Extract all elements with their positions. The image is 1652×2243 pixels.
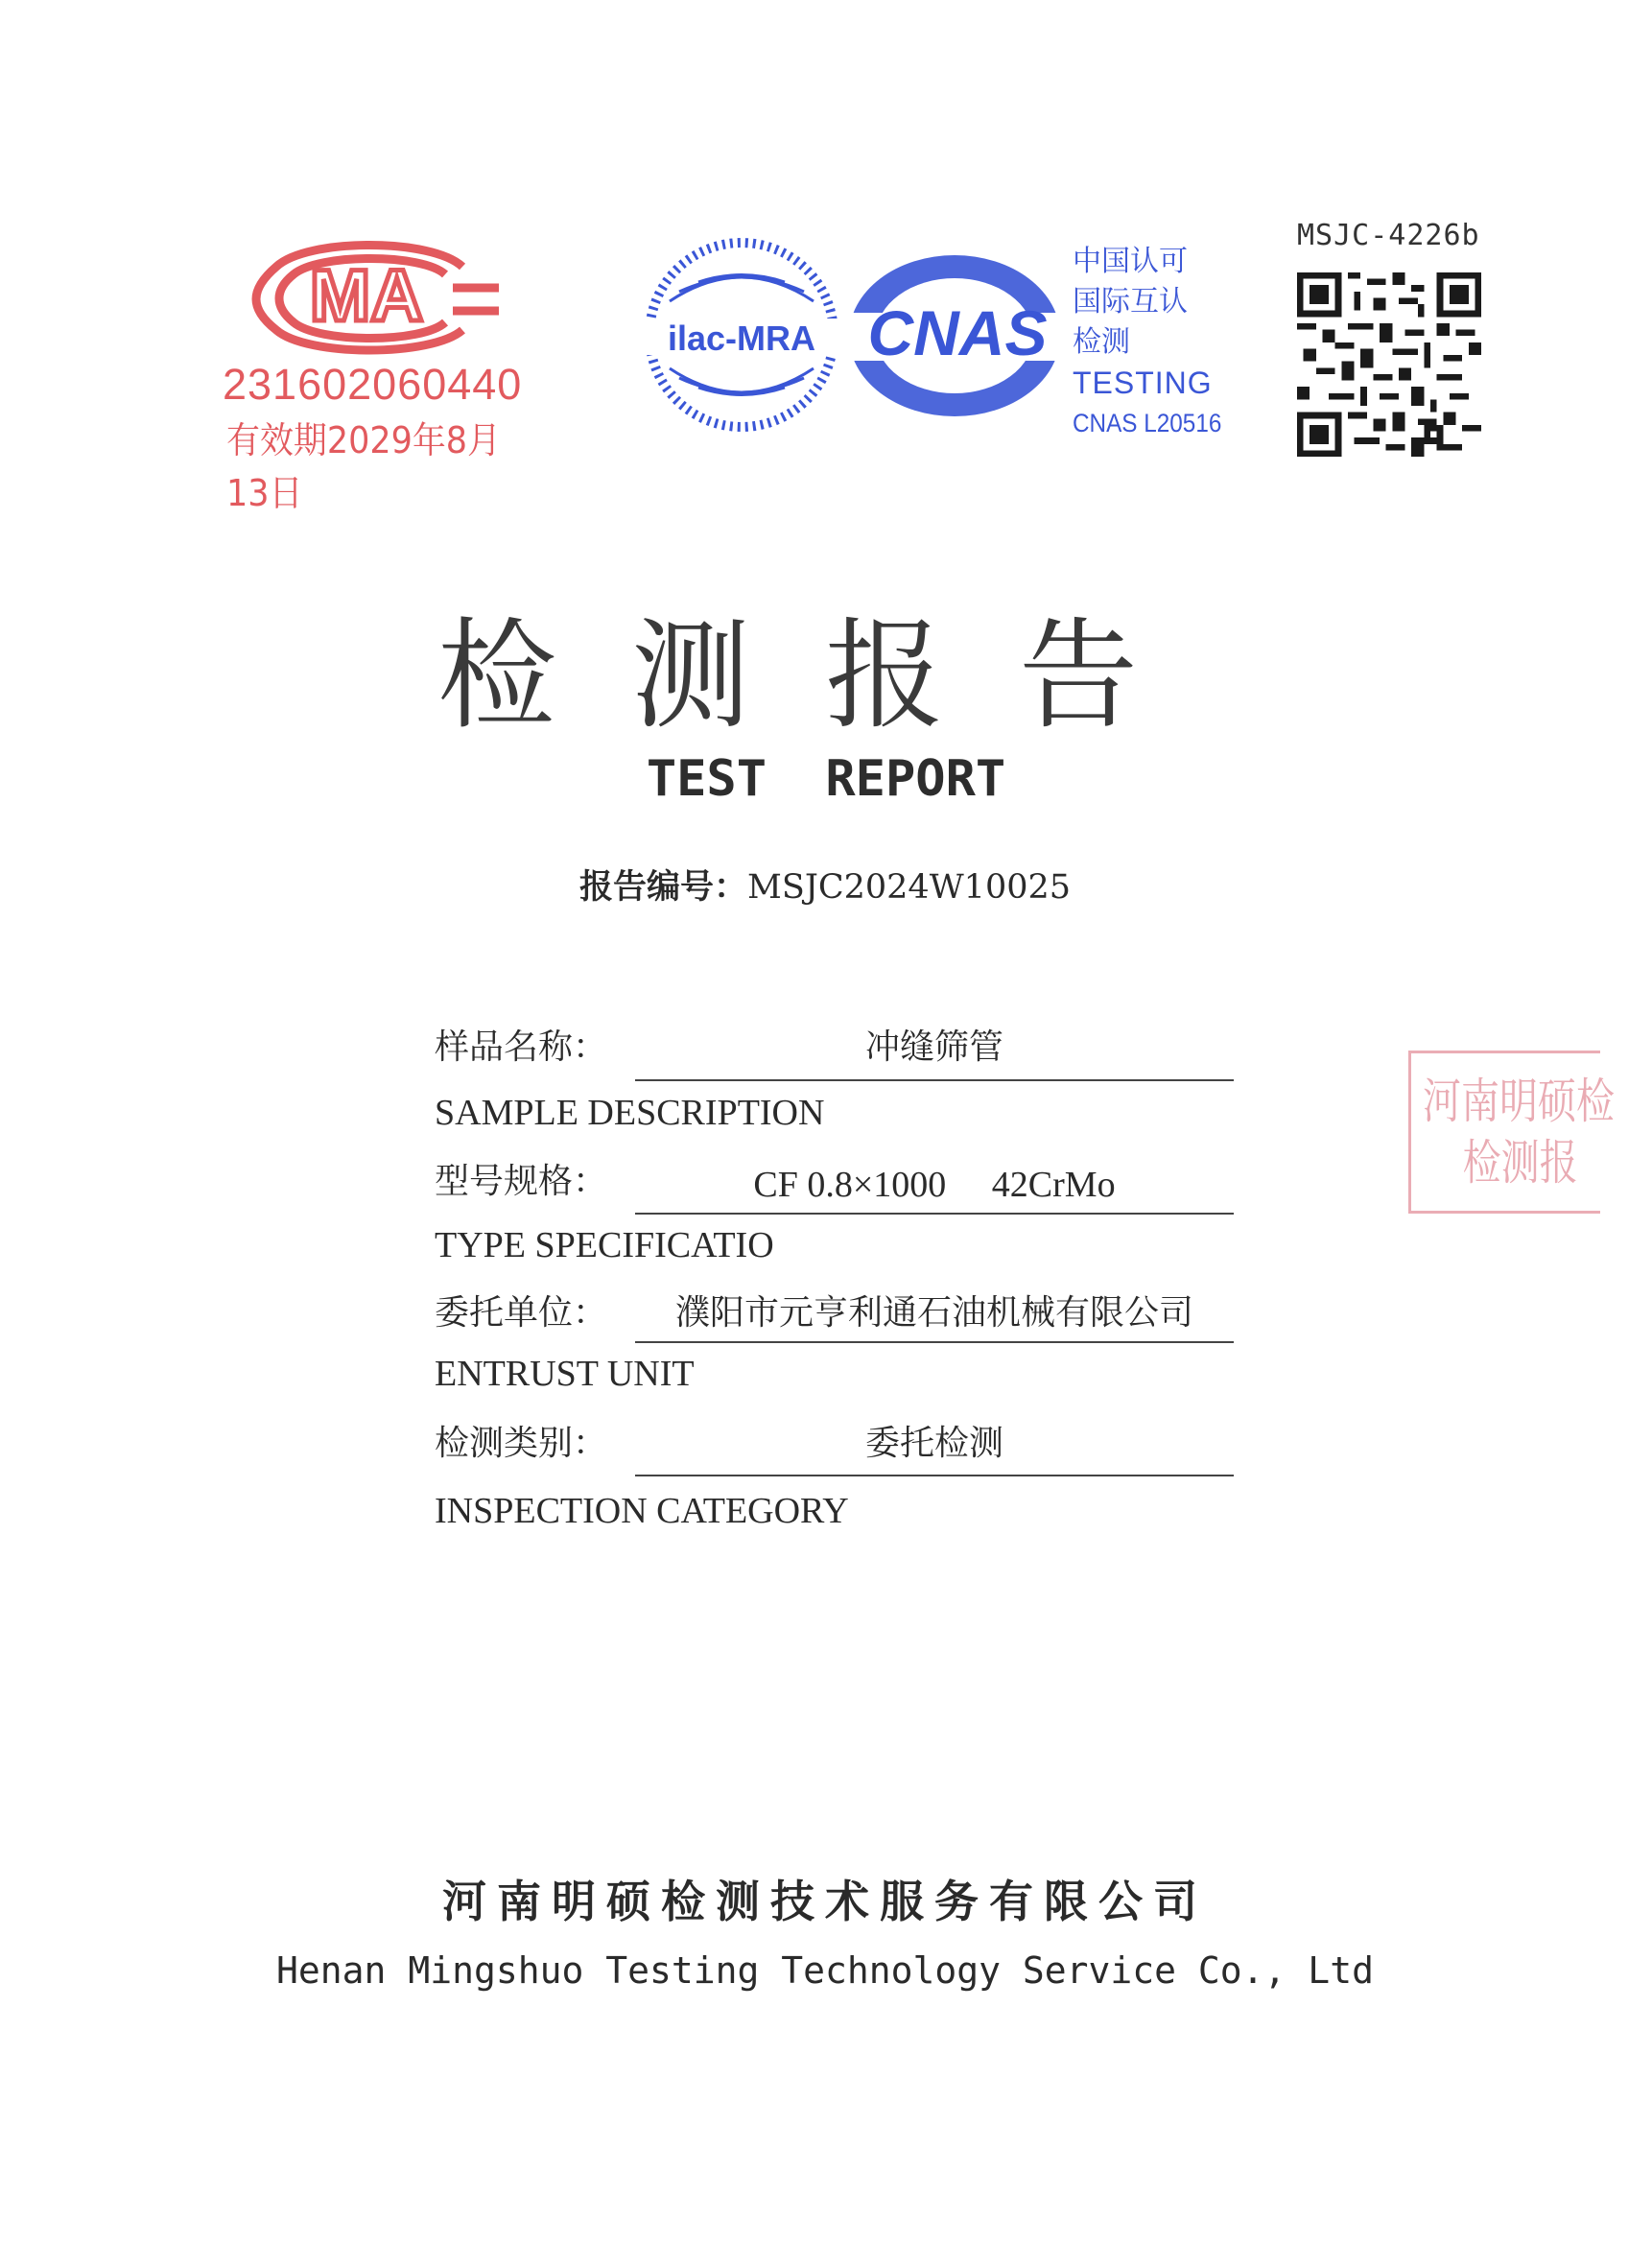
entrust-unit-en-label: ENTRUST UNIT [435, 1354, 695, 1394]
qr-code-label: MSJC-4226b [1297, 219, 1480, 252]
type-spec-value: CF 0.8×1000 42CrMo [753, 1165, 1116, 1205]
entrust-unit-underline [635, 1341, 1234, 1343]
svg-text:MA: MA [309, 255, 424, 337]
type-specification-label: TYPE SPECIFICATIO [435, 1225, 774, 1265]
report-number-value: MSJC2024W10025 [747, 868, 1072, 907]
seal-line-1: 河南明硕检 [1423, 1074, 1615, 1129]
report-title-en: TEST REPORT [646, 750, 1006, 808]
cnas-line-mutual-recognition: 国际互认 [1073, 285, 1188, 319]
cnas-line-testing-cn: 检测 [1073, 325, 1130, 359]
sample-description-label: SAMPLE DESCRIPTION [435, 1093, 825, 1133]
type-spec-underline [635, 1213, 1234, 1215]
report-number-label: 报告编号： [578, 868, 747, 907]
inspection-category-label: 检测类别： [435, 1424, 608, 1463]
sample-name-underline [635, 1079, 1234, 1081]
company-name-en: Henan Mingshuo Testing Technology Service Co., Ltd [276, 1949, 1374, 1992]
svg-text:ilac-MRA: ilac-MRA [667, 319, 816, 358]
svg-text:CNAS: CNAS [867, 297, 1048, 368]
cma-expiry-date: 有效期2029年8月13日 [226, 419, 502, 514]
report-number [0, 861, 1650, 909]
company-seal-partial [1408, 1051, 1615, 1214]
cnas-line-cn-recognition: 中国认可 [1073, 245, 1188, 278]
report-title-cn: 检测报告 [437, 607, 1213, 745]
entrust-unit-value: 濮阳市元亨利通石油机械有限公司 [674, 1293, 1193, 1333]
qr-code [1297, 272, 1481, 457]
cnas-logo [844, 248, 1074, 424]
sample-name-label: 样品名称： [435, 1027, 608, 1067]
cma-certificate-number: 231602060440 [223, 360, 523, 409]
ilac-mra-logo [641, 234, 842, 436]
sample-name-value: 冲缝筛管 [864, 1027, 1003, 1067]
inspection-category-value: 委托检测 [864, 1424, 1003, 1463]
entrust-unit-label: 委托单位： [435, 1293, 608, 1333]
inspection-category-underline [635, 1475, 1234, 1476]
type-spec-label: 型号规格： [435, 1162, 608, 1201]
cnas-accreditation-text [1073, 242, 1239, 443]
seal-line-2: 检测报 [1462, 1135, 1578, 1191]
cma-logo [240, 230, 499, 365]
cnas-line-code: CNAS L20516 [1073, 409, 1222, 437]
cnas-line-testing-en: TESTING [1073, 366, 1213, 400]
company-name-cn: 河南明硕检测技术服务有限公司 [442, 1876, 1208, 1927]
inspection-category-en-label: INSPECTION CATEGORY [435, 1491, 849, 1531]
